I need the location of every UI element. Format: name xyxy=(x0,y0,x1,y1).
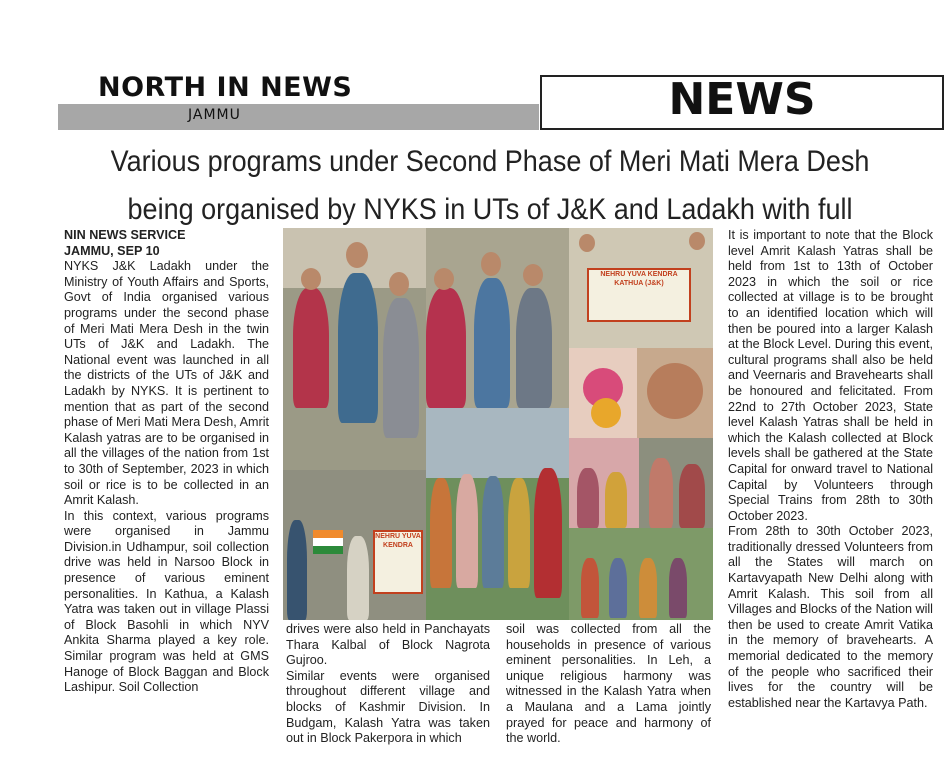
paragraph: drives were also held in Panchayats Thara Kalbal of Block Nagrota Gujroo. xyxy=(286,622,490,668)
column-2 xyxy=(286,622,490,747)
paragraph: NYKS J&K Ladakh under the Ministry of Youth Affairs and Sports, Govt of India organised various programs under the second phase of Meri Mati Mera Desh in the twin UTs of J&K and Ladakh. The National event was launched in all the districts of the UTs of J&K and Ladakh by NYKS. It is pertinent to mention that as part of the second phase of Meri Mati Mera Desh, Amrit Kalash yatras are to be organised in all the villages of the nation from 1st to 30th of September, 2023 in which soil or rice is to be collected in an Amrit Kalash. xyxy=(64,259,269,508)
column-3 xyxy=(506,622,711,747)
column-1 xyxy=(64,228,269,696)
paragraph: In this context, various programs were organised in Jammu Division.in Udhampur, soil collection drive was held in Narsoo Block in presence of various eminent personalities. In Kathua, a Kalash Yatra was taken out in village Plassi of Block Basohli in which NYV Ankita Sharma played a key role. Similar program was held at GMS Hanoge of Block Baggan and Block Lashipur. Soil Collection xyxy=(64,508,269,695)
headline-line-2: being organised by NYKS in UTs of J&K and Ladakh with full xyxy=(127,193,853,226)
brand-bar xyxy=(58,104,539,130)
headline-line-1: Various programs under Second Phase of Meri Mati Mera Desh xyxy=(110,145,870,178)
banner-small: NEHRU YUVA KENDRA xyxy=(373,530,423,594)
column-4 xyxy=(728,228,933,711)
banner: NEHRU YUVA KENDRA KATHUA (J&K) xyxy=(587,268,691,322)
paragraph: It is important to note that the Block level Amrit Kalash Yatras shall be held from 1st to 13th of October 2023 in which the soil or rice collected at village is to be brought to an identified location which will then be poured into a larger Kalash at the Block Level. During this event, cultural programs shall also be held and Veernaris and Bravehearts shall be honoured and felicitated. From 22nd to 27th October 2023, State level Kalash Yatras shall be held in which the Kalash collected at Block levels shall be gathered at the State Capital for onward travel to National Capital by Volunteers through Special Trains from 28th to 30th October 2023. xyxy=(728,228,933,523)
paragraph: From 28th to 30th October 2023, traditionally dressed Volunteers from all the States will march on Kartavyapath New Delhi along with Amrit Kalash. This soil from all Villages and Blocks of the Nation will then be used to create Amrit Vatika in the memory of bravehearts. A memorial dedicated to the memory of the people who sacrificed their lives for the country will be established near the Kartavya Path. xyxy=(728,524,933,710)
event-photo-collage xyxy=(283,228,713,620)
paragraph: soil was collected from all the households in presence of various eminent personalities. In Leh, a unique religious harmony was witnessed in the Kalash Yatra when a Maulana and a Lama jointly prayed for peace and harmony of the world. xyxy=(506,622,711,746)
brand-city: JAMMU xyxy=(188,107,241,123)
brand-name: NORTH IN NEWS xyxy=(98,72,353,103)
section-title: NEWS xyxy=(668,74,816,125)
dateline: JAMMU, SEP 10 xyxy=(64,243,160,258)
paragraph: Similar events were organised throughout different village and blocks of Kashmir Division. In Budgam, Kalash Yatra was taken out in Block Pakerpora in which xyxy=(286,668,490,746)
agency-byline: NIN NEWS SERVICE xyxy=(64,228,186,242)
section-box xyxy=(540,75,944,130)
